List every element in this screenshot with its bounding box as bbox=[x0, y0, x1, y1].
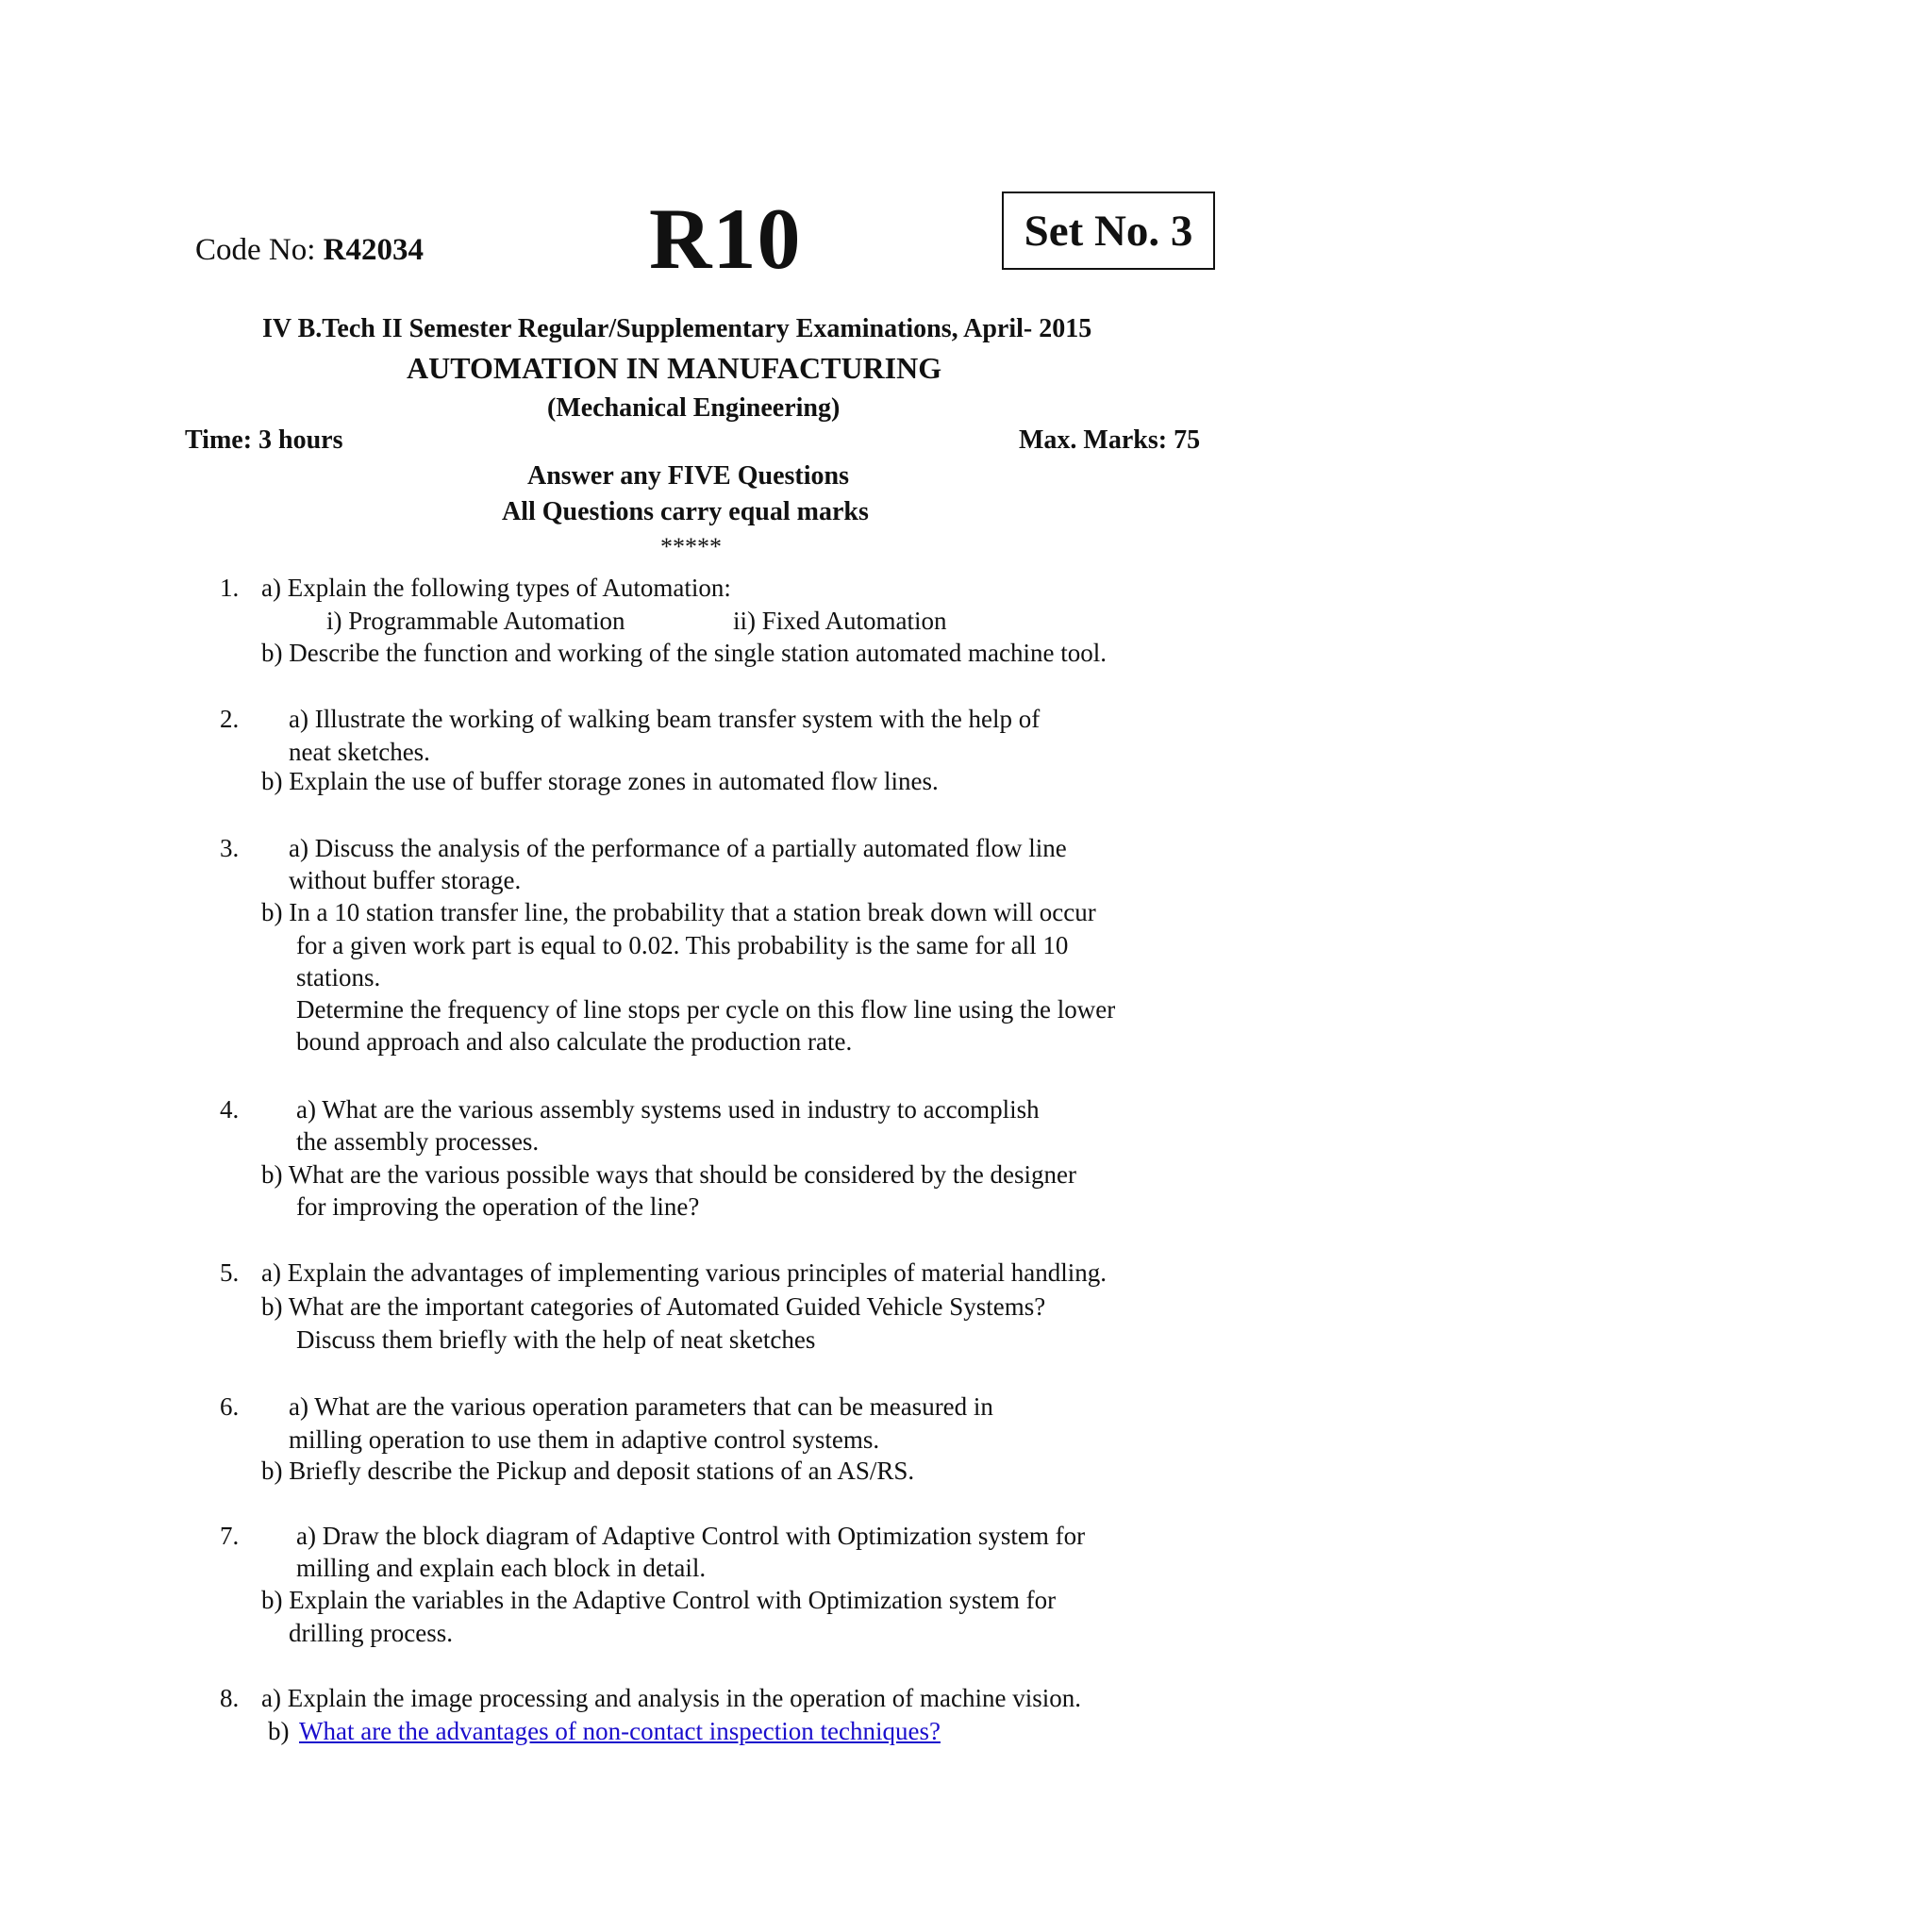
code-label: Code No: bbox=[195, 233, 316, 267]
question-number: 7. bbox=[220, 1522, 240, 1550]
question-number: 8. bbox=[220, 1684, 240, 1712]
regulation-code: R10 bbox=[649, 191, 802, 287]
code-number bbox=[195, 233, 424, 268]
question-line: b) What are the various possible ways that should be considered by the designer bbox=[261, 1160, 1077, 1189]
question-line: stations. bbox=[296, 963, 381, 991]
set-number: Set No. 3 bbox=[1024, 206, 1193, 256]
question-line: milling and explain each block in detail. bbox=[296, 1554, 707, 1582]
question-line: the assembly processes. bbox=[296, 1127, 540, 1156]
question-number: 2. bbox=[220, 705, 240, 733]
question-line: b) Explain the use of buffer storage zones in automated flow lines. bbox=[261, 767, 939, 795]
set-number-box bbox=[1002, 192, 1215, 270]
question-part-label: b) bbox=[268, 1717, 290, 1745]
question-line: bound approach and also calculate the production rate. bbox=[296, 1027, 853, 1056]
max-marks: Max. Marks: 75 bbox=[1019, 425, 1201, 455]
question-line: without buffer storage. bbox=[289, 866, 522, 894]
question-line: a) Explain the advantages of implementing various principles of material handling. bbox=[261, 1258, 1107, 1287]
question-line: a) Explain the following types of Automation: bbox=[261, 574, 731, 602]
question-line: ii) Fixed Automation bbox=[733, 607, 947, 635]
question-line: i) Programmable Automation bbox=[326, 607, 625, 635]
question-line: neat sketches. bbox=[289, 738, 430, 766]
question-line: b) Describe the function and working of the single station automated machine tool. bbox=[261, 639, 1108, 667]
question-line: a) Illustrate the working of walking beam transfer system with the help of bbox=[289, 705, 1041, 733]
department: (Mechanical Engineering) bbox=[547, 393, 841, 423]
question-line: a) Discuss the analysis of the performance of a partially automated flow line bbox=[289, 834, 1067, 862]
non-contact-inspection-link[interactable]: What are the advantages of non-contact inspection techniques? bbox=[299, 1717, 941, 1745]
question-line: Discuss them briefly with the help of neat sketches bbox=[296, 1325, 816, 1354]
question-number: 6. bbox=[220, 1392, 240, 1421]
question-number: 3. bbox=[220, 834, 240, 862]
instruction-answer-five: Answer any FIVE Questions bbox=[527, 461, 849, 491]
question-line: a) What are the various operation parameters that can be measured in bbox=[289, 1392, 993, 1421]
question-line: b) Explain the variables in the Adaptive Control with Optimization system for bbox=[261, 1586, 1057, 1614]
code-value: R42034 bbox=[323, 233, 425, 267]
question-line: milling operation to use them in adaptive control systems. bbox=[289, 1425, 880, 1454]
question-number: 5. bbox=[220, 1258, 240, 1287]
subject-title: AUTOMATION IN MANUFACTURING bbox=[407, 351, 942, 385]
question-line: a) Draw the block diagram of Adaptive Control with Optimization system for bbox=[296, 1522, 1086, 1550]
exam-duration: Time: 3 hours bbox=[185, 425, 343, 455]
question-line: b) What are the important categories of Automated Guided Vehicle Systems? bbox=[261, 1292, 1046, 1321]
question-number: 4. bbox=[220, 1095, 240, 1124]
instruction-equal-marks: All Questions carry equal marks bbox=[502, 497, 869, 526]
question-line: Determine the frequency of line stops per cycle on this flow line using the lower bbox=[296, 995, 1116, 1024]
separator-stars: ***** bbox=[660, 533, 722, 560]
question-line: b) Briefly describe the Pickup and deposit stations of an AS/RS. bbox=[261, 1457, 915, 1485]
question-line: for a given work part is equal to 0.02. This probability is the same for all 10 bbox=[296, 931, 1069, 959]
question-line: a) What are the various assembly systems used in industry to accomplish bbox=[296, 1095, 1040, 1124]
exam-title: IV B.Tech II Semester Regular/Supplementary Examinations, April- 2015 bbox=[262, 314, 1092, 343]
question-line: drilling process. bbox=[289, 1619, 453, 1647]
question-line: for improving the operation of the line? bbox=[296, 1192, 700, 1221]
question-number: 1. bbox=[220, 574, 240, 602]
question-line: a) Explain the image processing and analysis in the operation of machine vision. bbox=[261, 1684, 1082, 1712]
question-line: b) In a 10 station transfer line, the probability that a station break down will occur bbox=[261, 898, 1096, 926]
